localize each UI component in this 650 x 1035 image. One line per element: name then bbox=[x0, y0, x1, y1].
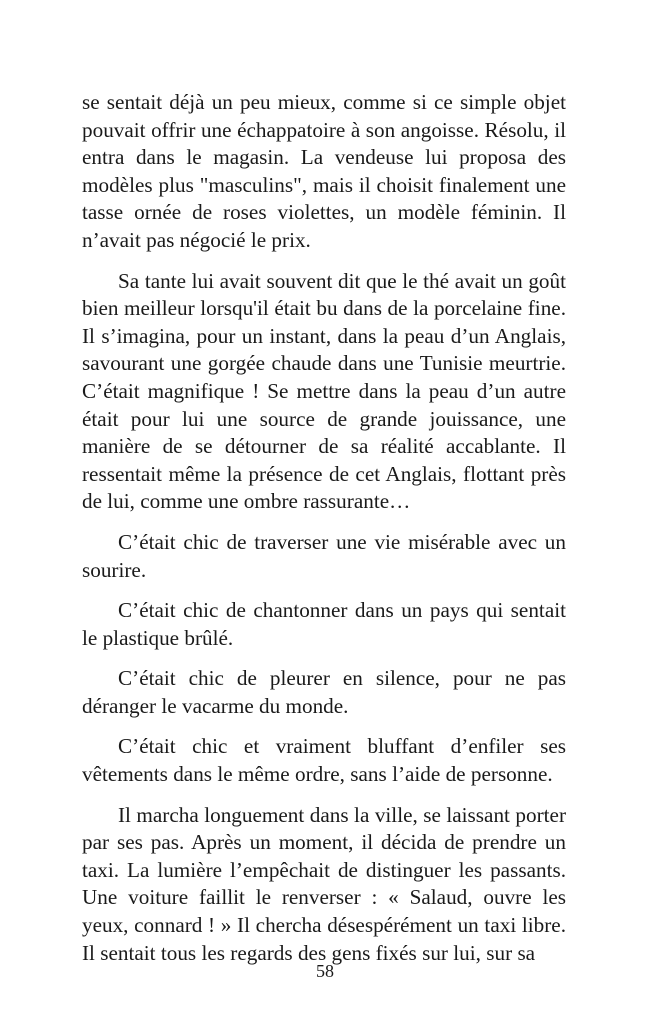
page-number: 58 bbox=[316, 961, 334, 981]
paragraph-4: C’était chic de chantonner dans un pays qui sentait le plastique brûlé. bbox=[82, 598, 566, 650]
paragraph-3: C’était chic de traverser une vie misérable avec un sourire. bbox=[82, 529, 566, 582]
paragraph-7: Il marcha longuement dans la ville, se laissant porter par ses pas. Après un moment, il décida de prendre un taxi. La lumière l’empêchait de distinguer les passants. Une voiture faillit le renverser : « Salaud, ouvre les yeux, connard ! » Il chercha désespérément un taxi libre. Il sentait tous les regards des gens fixés sur lui, sur sa bbox=[82, 802, 566, 965]
page-body bbox=[82, 89, 566, 980]
paragraph-5: C’était chic de pleurer en silence, pour ne pas déranger le vacarme du monde. bbox=[82, 666, 566, 718]
paragraph-2: Sa tante lui avait souvent dit que le thé avait un goût bien meilleur lorsqu'il était bu dans de la porcelaine fine. Il s’imagina, pour un instant, dans la peau d’un Anglais, savourant une gorgée chaude dans une Tunisie meurtrie. C’était magnifique ! Se mettre dans la peau d’un autre était pour lui une source de grande jouissance, une manière de se détourner de sa réalité accablante. Il ressentait même la présence de cet Anglais, flottant près de lui, comme une ombre rassurante… bbox=[82, 268, 566, 514]
paragraph-6: C’était chic et vraiment bluffant d’enfiler ses vêtements dans le même ordre, sans l’aide de personne. bbox=[82, 734, 566, 787]
paragraph-1: se sentait déjà un peu mieux, comme si ce simple objet pouvait offrir une échappatoire à son angoisse. Résolu, il entra dans le magasin. La vendeuse lui proposa des modèles plus "masculins", mais il choisit finalement une tasse ornée de roses violettes, un modèle féminin. Il n’avait pas négocié le prix. bbox=[82, 90, 566, 252]
